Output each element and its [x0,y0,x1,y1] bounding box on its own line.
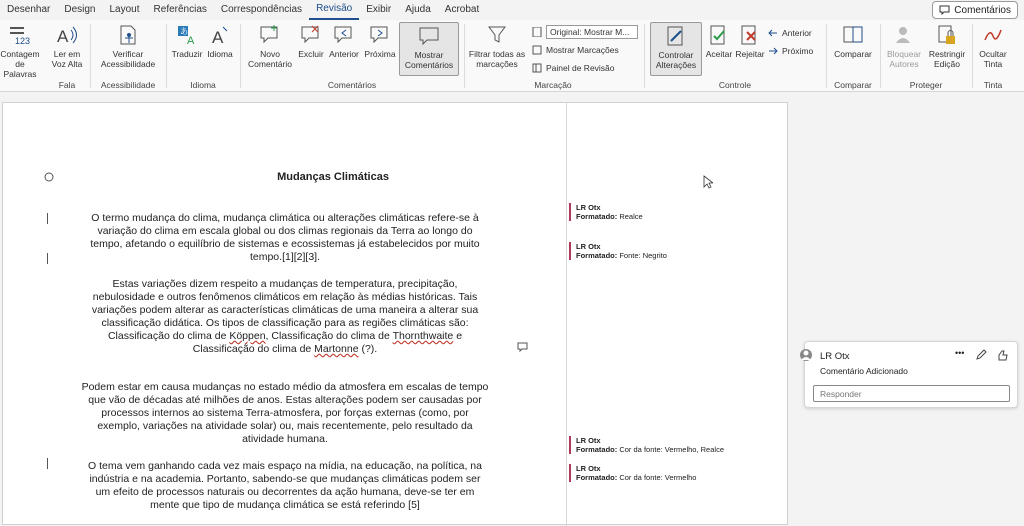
previous-comment-label: Anterior [329,49,359,59]
language-button[interactable] [204,22,236,59]
lock-icon [936,24,958,46]
svg-text:あ: あ [180,27,188,36]
change-bar [47,253,48,264]
more-options-button[interactable]: ••• [955,348,965,358]
translate-label: Traduzir [171,49,203,59]
tab-acrobat[interactable]: Acrobat [444,4,480,15]
block-authors-label: Bloquear Autores [886,49,922,69]
document-page[interactable] [2,102,788,525]
paragraph-4[interactable]: O tema vem ganhando cada vez mais espaço na mídia, na educação, na política, na indústria e na academia. Portanto, sabendo-se que mudanças climáticas podem ser um efeito de processos naturais ou decorrentes da ação humana, deve-se ter em mente que tipo de mudança climática se está referindo [5] [88,460,482,511]
show-comments-button[interactable] [399,22,459,76]
paragraph-2[interactable]: Estas variações dizem respeito a mudanças de temperatura, precipitação, nebulosidade e outros fenômenos climáticos em relação às médias históricas. Tais variações podem alterar as características climáticas de uma maneira a alterar sua classificação didática. Os tipos de classificação para as regiões climáticas são: Classificação do clima de Köppen, Classificação do clima de Thornthwaite e Classificação do clima de Martonne (?). [91,278,479,355]
document-title[interactable]: Mudanças Climáticas [277,171,389,183]
tab-revisao[interactable]: Revisão [309,0,359,20]
check-accessibility-button[interactable] [92,22,164,69]
mouse-cursor-icon [703,175,713,189]
language-label: Idioma [207,49,233,59]
hide-ink-button[interactable] [976,22,1010,69]
tab-design[interactable]: Design [64,4,96,15]
paragraph-marker-icon [43,171,55,183]
ribbon [0,20,1024,92]
spelling-error[interactable]: Köppen [229,330,266,342]
like-icon[interactable] [996,349,1008,361]
document-icon [532,27,542,37]
change-balloon[interactable]: LR Otx Formatado: Cor da fonte: Vermelho, Realce [569,436,779,454]
change-balloon[interactable]: LR Otx Formatado: Realce [569,203,779,221]
filter-markup-button[interactable] [466,22,528,69]
reviewing-pane-menu[interactable] [532,61,615,75]
new-comment-button[interactable] [244,22,296,69]
word-count-label: Contagem de Palavras [0,49,40,79]
group-controle: Controle [718,80,752,90]
svg-text:A: A [187,35,195,46]
previous-change-icon [768,28,778,38]
display-mode-select[interactable] [532,25,638,39]
tab-exibir[interactable]: Exibir [366,4,392,15]
edit-icon[interactable] [975,349,987,361]
translate-icon [176,24,198,46]
tab-ajuda[interactable]: Ajuda [405,4,431,15]
word-count-icon [9,24,31,46]
block-authors-icon [893,24,915,46]
delete-comment-icon [300,24,322,46]
avatar [799,348,813,362]
compare-button[interactable] [830,22,876,59]
comment-card[interactable] [804,341,1018,408]
accessibility-icon [117,24,139,46]
tab-desenhar[interactable]: Desenhar [7,4,51,15]
next-change-button[interactable] [768,44,813,58]
next-change-icon [768,46,778,56]
new-comment-label: Novo Comentário [248,49,292,69]
comment-author: LR Otx [820,351,850,362]
language-icon [209,24,231,46]
tab-layout[interactable]: Layout [109,4,140,15]
comments-button[interactable] [932,1,1018,19]
comments-button-label: Comentários [954,4,1011,16]
group-idioma: Idioma [190,80,216,90]
previous-change-button[interactable] [768,26,812,40]
spelling-error[interactable]: Martonne [314,343,359,355]
previous-comment-button[interactable] [326,22,362,59]
group-tinta: Tinta [983,80,1003,90]
reply-input[interactable] [813,385,1010,402]
accept-label: Aceitar [705,49,733,59]
spelling-error[interactable]: Thornthwaite [392,330,454,342]
next-comment-icon [369,24,391,46]
filter-icon [486,24,508,46]
menu-bar [0,0,1024,20]
group-acessibilidade: Acessibilidade [100,80,156,90]
comment-icon [939,5,950,15]
change-balloon[interactable]: LR Otx Formatado: Cor da fonte: Vermelho [569,464,779,482]
accept-icon [708,24,730,46]
previous-comment-icon [333,24,355,46]
read-aloud-label: Ler em Voz Alta [51,49,83,69]
markup-pane-divider [566,103,567,526]
group-proteger: Proteger [909,80,943,90]
change-bar [47,213,48,224]
paragraph-3[interactable]: Podem estar em causa mudanças no estado médio da atmosfera em escalas de tempo que vão de décadas até milhões de anos. Estas alterações podem ser causadas por processos internos ao sistema Terra-atmosfera, por forças externas (como, por exemplo, variações na atividade solar) ou, mais recentemente, pelo resultado da atividade humana. [81,381,489,445]
group-marcacao: Marcação [534,80,572,90]
hide-ink-label: Ocultar Tinta [979,49,1007,69]
tab-correspondencias[interactable]: Correspondências [220,4,303,15]
next-comment-button[interactable] [362,22,398,59]
filter-markup-label: Filtrar todas as marcações [468,49,526,69]
read-aloud-button[interactable] [48,22,86,69]
track-changes-button[interactable] [650,22,702,76]
previous-change-label: Anterior [782,28,812,38]
show-markup-menu[interactable] [532,43,619,57]
change-balloon[interactable]: LR Otx Formatado: Fonte: Negrito [569,242,779,260]
read-aloud-icon [56,24,78,46]
reviewing-pane-icon [532,63,542,73]
compare-label: Comparar [834,49,872,59]
next-change-label: Próximo [782,46,814,56]
delete-comment-label: Excluir [298,49,324,59]
check-accessibility-label: Verificar Acessibilidade [100,49,156,69]
svg-text:A: A [57,27,69,46]
display-mode-value: Original: Mostrar M... [546,25,638,39]
compare-icon [842,24,864,46]
restrict-editing-label: Restringir Edição [928,49,966,69]
translate-button[interactable] [170,22,204,59]
reject-icon [739,24,761,46]
group-comparar: Comparar [834,80,872,90]
tab-referencias[interactable]: Referências [153,4,207,15]
next-comment-label: Próxima [364,49,396,59]
change-bar [47,458,48,469]
block-authors-button[interactable] [884,22,924,69]
reviewing-pane-label: Painel de Revisão [546,63,615,73]
track-changes-label: Controlar Alterações [655,50,697,70]
show-markup-label: Mostrar Marcações [546,45,619,55]
comment-text: Comentário Adicionado [820,366,908,376]
restrict-editing-button[interactable] [926,22,968,69]
comment-anchor-icon[interactable] [517,342,528,352]
hide-ink-icon [982,24,1004,46]
track-changes-icon [665,25,687,47]
group-fala: Fala [58,80,76,90]
show-comments-icon [418,25,440,47]
show-comments-label: Mostrar Comentários [404,50,454,70]
svg-text:123: 123 [15,36,31,46]
group-comentarios: Comentários [327,80,377,90]
paragraph-1[interactable]: O termo mudança do clima, mudança climática ou alterações climáticas refere-se à variação do clima em escala global ou dos climas regionais da Terra ao longo do tempo, afetando o equilíbrio de sistemas e ecossistemas já estabelecidos por muito tempo.[1][2][3]. [90,212,480,263]
svg-text:A: A [212,28,224,46]
word-count-button[interactable] [0,22,40,79]
accept-button[interactable] [704,22,734,59]
delete-comment-button[interactable] [296,22,326,59]
reject-label: Rejeitar [735,49,765,59]
new-comment-icon [259,24,281,46]
reject-button[interactable] [734,22,766,59]
markup-icon [532,45,542,55]
